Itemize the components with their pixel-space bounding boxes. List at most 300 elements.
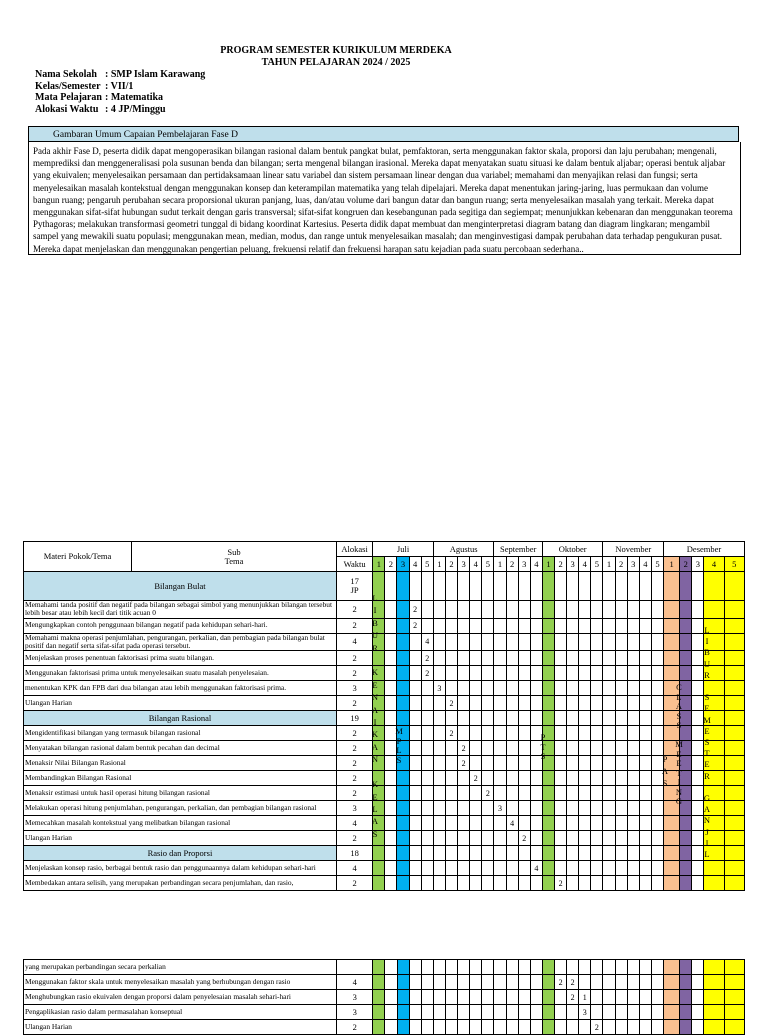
week-cell	[506, 1020, 518, 1035]
week-cell	[518, 726, 530, 741]
week-cell	[639, 601, 651, 619]
materi-row: Menghubungkan rasio ekuivalen dengan proporsi dalam penyelesaian masalah sehari-hari	[24, 990, 337, 1005]
week-cell	[445, 786, 457, 801]
week-cell	[627, 711, 639, 726]
week-cell	[664, 816, 680, 831]
week-cell	[591, 876, 603, 891]
week-cell	[518, 741, 530, 756]
week-cell	[409, 741, 421, 756]
week-cell	[704, 876, 724, 891]
week-cell	[494, 831, 506, 846]
week-cell	[567, 771, 579, 786]
week-cell	[627, 786, 639, 801]
info-value: : Matematika	[105, 92, 164, 103]
week-cell	[680, 960, 692, 975]
alloc-value: 4	[337, 975, 373, 990]
week-cell	[458, 633, 470, 651]
week-cell	[542, 681, 554, 696]
week-cell	[385, 1005, 397, 1020]
week-cell	[506, 601, 518, 619]
week-cell	[603, 816, 615, 831]
alloc-value: 3	[336, 801, 372, 816]
week-cell	[627, 741, 639, 756]
week-cell	[494, 666, 506, 681]
week-number: 1	[373, 557, 385, 572]
info-label: Kelas/Semester	[35, 80, 101, 92]
week-cell	[470, 633, 482, 651]
week-cell	[627, 1020, 639, 1035]
week-cell	[615, 786, 627, 801]
info-row	[35, 92, 205, 104]
week-cell	[627, 651, 639, 666]
week-cell	[506, 633, 518, 651]
week-cell	[615, 801, 627, 816]
week-cell-filled: 1	[579, 990, 591, 1005]
week-cell	[445, 771, 457, 786]
materi-row: Menggunakan faktorisasi prima untuk menyelesaikan suatu masalah penyelesaian.	[24, 666, 337, 681]
week-cell	[458, 711, 470, 726]
week-cell	[555, 960, 567, 975]
alloc-value: 4	[336, 861, 372, 876]
week-cell	[385, 846, 397, 861]
week-cell	[409, 876, 421, 891]
week-cell-filled: 2	[409, 601, 421, 619]
week-cell	[603, 601, 615, 619]
week-cell	[385, 816, 397, 831]
week-cell	[409, 786, 421, 801]
week-cell	[409, 990, 421, 1005]
week-cell	[639, 696, 651, 711]
week-number: 1	[603, 557, 615, 572]
header-subtema: Sub Tema	[132, 542, 337, 572]
alloc-value	[337, 960, 373, 975]
week-cell	[639, 633, 651, 651]
week-cell	[373, 960, 385, 975]
week-cell	[567, 741, 579, 756]
week-cell	[579, 633, 591, 651]
week-cell	[603, 990, 615, 1005]
week-cell	[385, 990, 397, 1005]
week-cell	[615, 861, 627, 876]
month-header: November	[603, 542, 664, 557]
week-cell	[518, 651, 530, 666]
week-cell	[421, 975, 433, 990]
week-cell	[591, 861, 603, 876]
week-cell	[555, 846, 567, 861]
week-cell	[470, 696, 482, 711]
info-label: Nama Sekolah	[35, 69, 97, 80]
week-cell	[421, 726, 433, 741]
week-number: 2	[680, 557, 692, 572]
week-cell	[433, 618, 445, 633]
week-cell	[458, 618, 470, 633]
week-cell	[603, 618, 615, 633]
capaian-text: Pada akhir Fase D, peserta didik dapat mengoperasikan bilangan rasional dalam bentuk pangkat bulat, pemfaktoran, serta menggunakan faktor skala, proporsi dan laju perubahan; mengenali, memprediksi dan menggeneralisasi pola susunan benda dan bilangan; serta mengenal bilangan irasional. Mereka dapat menyatakan suatu situasi ke dalam bentuk aljabar; operasi bentuk aljabar yang ekuivalen; menyelesaikan persamaan dan pertidaksamaan linear satu variabel dan sistem persamaan linear dengan dua variabel; memahami dan menyajikan relasi dan fungsi; serta menyelesaikan masalah kontekstual dengan menggunakan konsep dan keterampilan matematika yang telah dipelajari. Mereka dapat menentukan jaring-jaring, luas permukaan dan volume bangun ruang; pengaruh perubahan secara proporsional ukuran panjang, luas, dan/atau volume dari bangun datar dan bangun ruang; serta menyelesaikan masalah yang terkait. Mereka dapat menggunakan sifat-sifat hubungan sudut terkait dengan garis transversal; sifat-sifat kongruen dan kesebangunan pada segitiga dan segiempat; menunjukkan kebenaran dan menggunakan teorema Pythagoras; melakukan transformasi geometri tunggal di bidang koordinat Kartesius. Peserta didik dapat membuat dan menginterpretasi diagram batang dan diagram lingkaran; mengambil sampel yang mewakili suatu populasi; menggunakan mean, median, modus, dan range untuk menyelesaikan masalah; dan menginvestigasi dampak perubahan data terhadap pengukuran pusat. Mereka dapat menjelaskan dan menggunakan pengertian peluang, frekuensi relatif dan frekuensi harapan satu kejadian pada suatu percobaan sederhana..	[28, 142, 741, 255]
week-cell	[518, 876, 530, 891]
week-number: 4	[639, 557, 651, 572]
week-cell	[445, 601, 457, 619]
week-cell	[664, 601, 680, 619]
week-cell	[433, 786, 445, 801]
week-cell	[433, 756, 445, 771]
week-cell	[482, 1020, 494, 1035]
week-cell	[494, 741, 506, 756]
week-cell	[567, 1020, 579, 1035]
section-alloc: 19	[336, 711, 372, 726]
week-cell	[445, 756, 457, 771]
week-cell	[409, 861, 421, 876]
week-cell	[482, 771, 494, 786]
materi-row: Menaksir Nilai Bilangan Rasional	[24, 756, 337, 771]
week-cell	[542, 711, 554, 726]
week-cell	[615, 601, 627, 619]
week-cell	[591, 816, 603, 831]
week-cell	[530, 771, 542, 786]
week-cell	[555, 666, 567, 681]
week-cell	[639, 846, 651, 861]
week-cell	[494, 990, 506, 1005]
week-cell	[470, 618, 482, 633]
week-cell	[470, 846, 482, 861]
week-cell	[385, 572, 397, 601]
week-number: 3	[518, 557, 530, 572]
week-number: 2	[445, 557, 457, 572]
week-cell-filled: 2	[482, 786, 494, 801]
week-cell	[409, 681, 421, 696]
week-cell	[615, 975, 627, 990]
week-cell	[397, 633, 409, 651]
info-value: : SMP Islam Karawang	[105, 69, 206, 80]
week-cell	[470, 816, 482, 831]
week-cell	[567, 861, 579, 876]
week-cell	[627, 572, 639, 601]
week-cell	[433, 633, 445, 651]
week-cell	[680, 618, 692, 633]
week-cell	[506, 726, 518, 741]
week-cell	[639, 990, 651, 1005]
week-cell	[555, 651, 567, 666]
week-number: 1	[542, 557, 554, 572]
week-cell-filled: 3	[494, 801, 506, 816]
week-cell	[542, 816, 554, 831]
week-cell	[494, 756, 506, 771]
week-cell	[724, 651, 744, 666]
alloc-value: 2	[336, 786, 372, 801]
week-cell	[482, 990, 494, 1005]
week-cell-filled: 2	[567, 975, 579, 990]
week-cell	[555, 771, 567, 786]
week-cell	[470, 572, 482, 601]
week-cell	[409, 711, 421, 726]
week-cell	[579, 741, 591, 756]
week-cell	[458, 696, 470, 711]
week-cell	[603, 960, 615, 975]
week-cell	[445, 651, 457, 666]
week-cell	[724, 846, 744, 861]
week-cell	[433, 666, 445, 681]
week-number: 5	[651, 557, 663, 572]
materi-row: Menggunakan faktor skala untuk menyelesaikan masalah yang berhubungan dengan rasio	[24, 975, 337, 990]
week-cell	[603, 696, 615, 711]
week-cell	[603, 975, 615, 990]
info-label: Mata Pelajaran	[35, 92, 102, 103]
week-cell	[433, 711, 445, 726]
week-number: 5	[482, 557, 494, 572]
week-cell	[627, 601, 639, 619]
week-cell	[482, 726, 494, 741]
week-cell	[409, 1020, 421, 1035]
week-cell	[494, 1020, 506, 1035]
week-cell	[542, 876, 554, 891]
week-cell	[470, 1020, 482, 1035]
week-cell	[518, 601, 530, 619]
week-cell	[664, 846, 680, 861]
week-cell	[482, 572, 494, 601]
week-cell-filled: 4	[421, 633, 433, 651]
week-cell	[482, 666, 494, 681]
week-cell	[555, 726, 567, 741]
week-cell	[433, 696, 445, 711]
week-cell	[627, 696, 639, 711]
week-cell	[603, 756, 615, 771]
week-cell	[627, 756, 639, 771]
week-cell	[603, 651, 615, 666]
week-cell	[567, 846, 579, 861]
week-cell	[433, 846, 445, 861]
week-cell	[627, 846, 639, 861]
week-cell	[385, 601, 397, 619]
week-cell	[458, 816, 470, 831]
week-cell	[567, 711, 579, 726]
week-cell	[433, 876, 445, 891]
week-cell	[542, 1020, 554, 1035]
week-cell	[433, 990, 445, 1005]
week-cell	[579, 786, 591, 801]
week-cell	[458, 846, 470, 861]
week-cell	[724, 601, 744, 619]
week-cell	[506, 711, 518, 726]
alloc-value: 4	[336, 633, 372, 651]
week-cell	[530, 651, 542, 666]
week-cell	[506, 846, 518, 861]
week-cell	[397, 666, 409, 681]
week-cell	[494, 651, 506, 666]
week-cell	[591, 975, 603, 990]
materi-row: Menaksir estimasi untuk hasil operasi hitung bilangan rasional	[24, 786, 337, 801]
week-cell	[445, 633, 457, 651]
week-cell	[446, 990, 458, 1005]
week-cell	[373, 1005, 385, 1020]
week-cell	[555, 786, 567, 801]
week-cell	[409, 696, 421, 711]
week-cell	[530, 786, 542, 801]
week-cell	[470, 741, 482, 756]
week-cell	[651, 831, 663, 846]
week-cell	[680, 861, 692, 876]
week-cell	[385, 651, 397, 666]
week-cell	[651, 666, 663, 681]
week-cell	[482, 601, 494, 619]
week-cell	[397, 771, 409, 786]
week-cell	[567, 572, 579, 601]
week-number: 2	[385, 557, 397, 572]
week-cell	[458, 601, 470, 619]
week-cell	[421, 756, 433, 771]
materi-row: Memecahkan masalah kontekstual yang melibatkan bilangan rasional	[24, 816, 337, 831]
week-cell	[591, 960, 603, 975]
week-cell	[603, 786, 615, 801]
week-cell	[397, 651, 409, 666]
week-cell	[397, 816, 409, 831]
week-cell	[615, 681, 627, 696]
week-cell	[482, 1005, 494, 1020]
week-cell	[385, 786, 397, 801]
week-number: 3	[627, 557, 639, 572]
week-cell	[627, 975, 639, 990]
week-cell	[664, 572, 680, 601]
week-cell	[639, 771, 651, 786]
week-cell	[639, 666, 651, 681]
week-cell	[591, 801, 603, 816]
week-cell	[724, 990, 744, 1005]
week-cell-filled: 2	[518, 831, 530, 846]
week-cell-filled: 2	[458, 756, 470, 771]
week-number: 2	[615, 557, 627, 572]
week-cell	[445, 816, 457, 831]
info-row	[35, 104, 205, 116]
week-cell	[494, 572, 506, 601]
week-cell	[458, 1005, 470, 1020]
week-cell	[704, 861, 724, 876]
materi-row: Menjelaskan proses penentuan faktorisasi prima suatu bilangan.	[24, 651, 337, 666]
week-cell	[603, 861, 615, 876]
week-cell	[651, 876, 663, 891]
alloc-value: 2	[336, 741, 372, 756]
info-row	[35, 69, 205, 81]
week-cell	[458, 651, 470, 666]
month-header: Oktober	[542, 542, 603, 557]
week-cell	[494, 618, 506, 633]
week-cell	[421, 861, 433, 876]
week-cell	[445, 618, 457, 633]
week-cell	[433, 771, 445, 786]
doc-title: PROGRAM SEMESTER KURIKULUM MERDEKA	[220, 45, 452, 56]
week-cell	[433, 1020, 445, 1035]
week-cell	[724, 681, 744, 696]
week-cell	[724, 771, 744, 786]
week-cell	[603, 771, 615, 786]
week-cell	[433, 651, 445, 666]
week-cell-filled: 2	[470, 771, 482, 786]
week-cell	[397, 831, 409, 846]
week-cell-filled: 2	[409, 618, 421, 633]
week-cell	[421, 816, 433, 831]
header-waktu: Waktu	[336, 557, 372, 572]
week-cell	[506, 696, 518, 711]
week-cell	[397, 786, 409, 801]
week-cell	[470, 666, 482, 681]
week-cell	[579, 711, 591, 726]
materi-row: Mengungkapkan contoh penggunaan bilangan negatif pada kehidupan sehari-hari.	[24, 618, 337, 633]
week-cell	[724, 975, 744, 990]
week-cell	[651, 1005, 663, 1020]
week-cell	[482, 846, 494, 861]
header-materi: Materi Pokok/Tema	[24, 542, 132, 572]
week-cell	[397, 801, 409, 816]
week-cell	[692, 990, 704, 1005]
week-cell	[627, 861, 639, 876]
week-cell	[458, 726, 470, 741]
week-cell	[518, 816, 530, 831]
week-cell	[579, 876, 591, 891]
week-cell	[627, 876, 639, 891]
week-cell	[458, 1020, 470, 1035]
week-cell	[651, 846, 663, 861]
week-cell	[724, 876, 744, 891]
week-cell	[724, 801, 744, 816]
week-cell	[555, 711, 567, 726]
week-cell	[530, 975, 542, 990]
info-value: : VII/1	[105, 80, 134, 92]
week-cell	[591, 696, 603, 711]
week-cell	[385, 876, 397, 891]
week-cell	[603, 1020, 615, 1035]
week-cell	[482, 696, 494, 711]
week-cell	[704, 601, 724, 619]
week-cell-filled: 4	[506, 816, 518, 831]
week-cell	[579, 618, 591, 633]
week-cell	[409, 960, 421, 975]
week-cell	[482, 633, 494, 651]
info-row	[35, 81, 205, 93]
week-number: 3	[692, 557, 704, 572]
week-cell	[518, 1005, 530, 1020]
month-header: Juli	[373, 542, 434, 557]
week-cell	[385, 831, 397, 846]
week-cell	[591, 572, 603, 601]
week-cell	[579, 960, 591, 975]
week-cell	[591, 771, 603, 786]
week-cell	[639, 960, 651, 975]
week-cell	[615, 876, 627, 891]
week-cell	[494, 696, 506, 711]
week-cell	[494, 771, 506, 786]
week-cell	[458, 876, 470, 891]
week-cell	[385, 801, 397, 816]
week-cell	[433, 831, 445, 846]
week-cell	[639, 1020, 651, 1035]
alloc-value: 2	[336, 756, 372, 771]
week-cell	[373, 861, 385, 876]
week-cell	[542, 651, 554, 666]
week-cell	[724, 816, 744, 831]
week-cell	[567, 651, 579, 666]
week-cell	[724, 633, 744, 651]
week-cell	[482, 861, 494, 876]
week-cell	[409, 666, 421, 681]
week-cell	[579, 651, 591, 666]
week-cell	[385, 696, 397, 711]
week-cell	[639, 726, 651, 741]
week-cell	[373, 990, 385, 1005]
week-cell	[603, 801, 615, 816]
week-cell	[704, 1005, 724, 1020]
week-cell	[445, 711, 457, 726]
week-cell	[567, 876, 579, 891]
week-cell	[518, 756, 530, 771]
week-cell	[506, 1005, 518, 1020]
materi-row: Menjelaskan konsep rasio, berbagai bentuk rasio dan penggunaannya dalam kehidupan sehari-hari	[24, 861, 337, 876]
